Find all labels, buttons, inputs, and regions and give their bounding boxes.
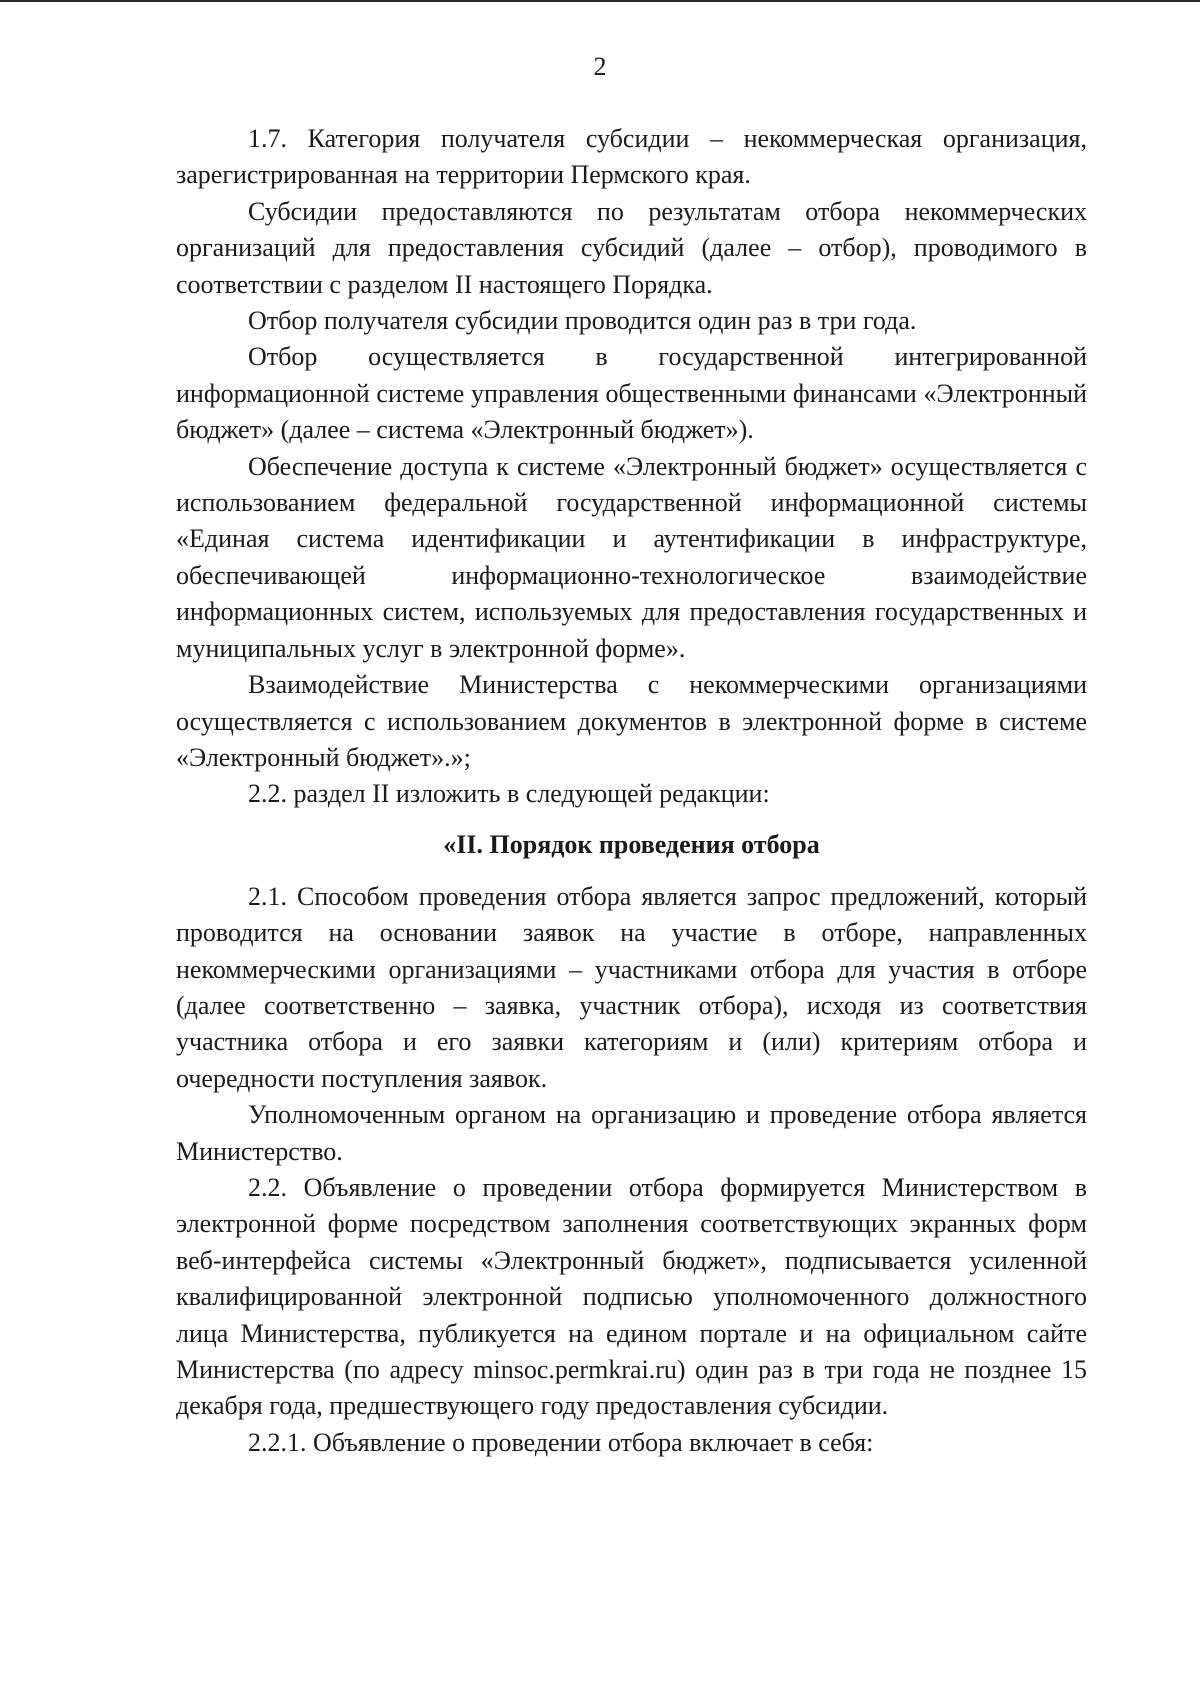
page-number: 2	[593, 52, 607, 81]
scan-edge	[0, 0, 1200, 2]
paragraph-2-1: 2.1. Способом проведения отбора является запрос предложений, который проводится на основании заявок на участие в отборе, направленных некоммерческими организациями – участниками отбора для участия в отборе (далее соответственно – заявка, участник отбора), исходя из соответствия участника отбора и его заявки категориям и (или) критериям отбора и очередности поступления заявок.	[176, 881, 1087, 1093]
paragraph-access-provision: Обеспечение доступа к системе «Электронный бюджет» осуществляется с использованием федеральной государственной информационной системы «Единая система идентификации и аутентификации в инфраструктуре, обеспечивающей информационно-технологическое взаимодействие информационных систем, используемых для предоставления государственных и муниципальных услуг в электронной форме».	[176, 451, 1087, 663]
paragraph-2-2-amendment: 2.2. раздел II изложить в следующей редакции:	[248, 779, 770, 809]
paragraph-2-2-1: 2.2.1. Объявление о проведении отбора включает в себя:	[248, 1427, 874, 1457]
section-heading: «II. Порядок проведения отбора	[443, 829, 820, 859]
paragraph-selection-frequency: Отбор получателя субсидии проводится один раз в три года.	[248, 306, 917, 336]
paragraph-authorized-body: Уполномоченным органом на организацию и проведение отбора является Министерство.	[176, 1100, 1087, 1166]
document-body	[176, 121, 1087, 1461]
paragraph-interaction: Взаимодействие Министерства с некоммерческими организациями осуществляется с использованием документов в электронной форме в системе «Электронный бюджет».»;	[176, 670, 1087, 772]
paragraph-electronic-budget: Отбор осуществляется в государственной интегрированной информационной системе управления общественными финансами «Электронный бюджет» (далее – система «Электронный бюджет»).	[176, 342, 1087, 445]
paragraph-subsidies-selection: Субсидии предоставляются по результатам отбора некоммерческих организаций для предоставления субсидий (далее – отбор), проводимого в соответствии с разделом II настоящего Порядка.	[176, 196, 1087, 299]
paragraph-2-2-announcement: 2.2. Объявление о проведении отбора формируется Министерством в электронной форме посредством заполнения соответствующих экранных форм веб-интерфейса системы «Электронный бюджет», подписывается усиленной квалифицированной электронной подписью уполномоченного должностного лица Министерства, публикуется на едином портале и на официальном сайте Министерства (по адресу minsoc.permkrai.ru) один раз в три года не позднее 15 декабря года, предшествующего году предоставления субсидии.	[176, 1172, 1087, 1421]
paragraph-1-7: 1.7. Категория получателя субсидии – некоммерческая организация, зарегистрированная на территории Пермского края.	[176, 124, 1087, 190]
